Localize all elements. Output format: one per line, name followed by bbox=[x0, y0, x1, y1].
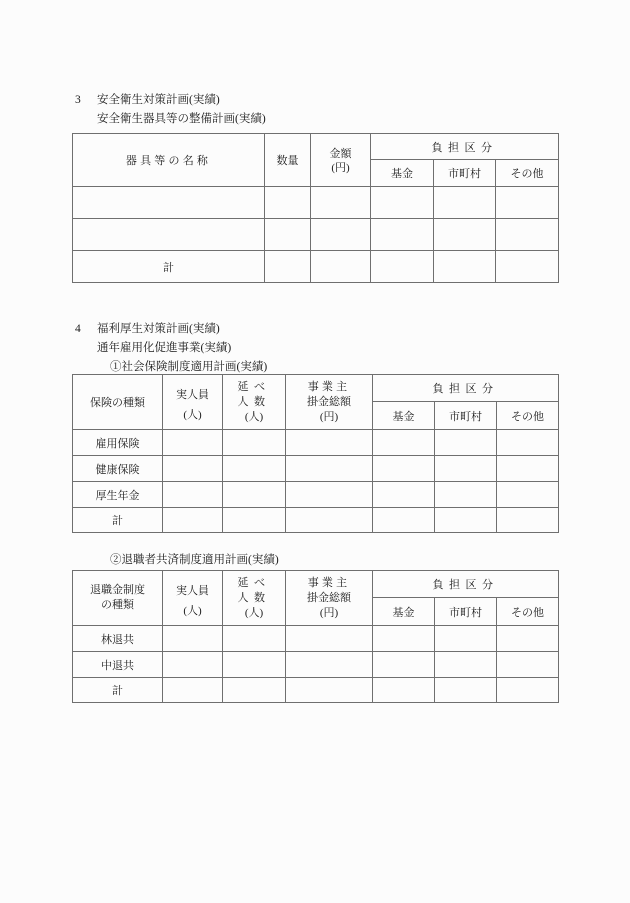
section-4-heading-block bbox=[0, 320, 630, 377]
header-quantity: 数量 bbox=[265, 134, 311, 187]
header-actual-persons-label: 実人員 bbox=[176, 584, 209, 597]
table-row bbox=[73, 626, 559, 652]
header-employer-line1: 事業主 bbox=[307, 380, 351, 393]
cell-total-persons[interactable] bbox=[223, 626, 286, 652]
cell-quantity[interactable] bbox=[265, 219, 311, 251]
cell-retirement-kind: 中退共 bbox=[73, 652, 163, 678]
cell-equipment-name[interactable] bbox=[73, 187, 265, 219]
section-4-subtitle: 通年雇用化促進事業(実績) bbox=[97, 342, 232, 354]
header-employer-line1: 事業主 bbox=[307, 576, 351, 589]
section-4-sub2-title-line bbox=[0, 551, 630, 570]
cell-insurance-kind: 雇用保険 bbox=[73, 430, 163, 456]
table-row bbox=[73, 482, 559, 508]
section-4-sub2-heading-block bbox=[0, 551, 630, 570]
cell-actual-persons[interactable] bbox=[163, 626, 223, 652]
cell-total-municipality[interactable] bbox=[435, 508, 497, 533]
header-total-persons-line1: 延べ bbox=[237, 576, 271, 589]
social-insurance-plan-table bbox=[72, 374, 559, 533]
cell-municipality[interactable] bbox=[434, 187, 496, 219]
cell-total-total-persons[interactable] bbox=[223, 508, 286, 533]
cell-actual-persons[interactable] bbox=[163, 456, 223, 482]
cell-fund[interactable] bbox=[373, 482, 435, 508]
cell-retirement-kind: 林退共 bbox=[73, 626, 163, 652]
header-employer-contribution bbox=[286, 571, 373, 626]
cell-actual-persons[interactable] bbox=[163, 430, 223, 456]
cell-other[interactable] bbox=[497, 652, 559, 678]
header-municipality: 市町村 bbox=[435, 402, 497, 430]
header-actual-persons bbox=[163, 375, 223, 430]
cell-total-actual-persons[interactable] bbox=[163, 678, 223, 703]
cell-total-label: 計 bbox=[73, 678, 163, 703]
table-header-row-primary bbox=[73, 375, 559, 402]
cell-amount[interactable] bbox=[311, 219, 371, 251]
cell-other[interactable] bbox=[496, 187, 559, 219]
section-3-title-line bbox=[0, 91, 630, 110]
cell-quantity[interactable] bbox=[265, 187, 311, 219]
header-actual-persons-label: 実人員 bbox=[176, 388, 209, 401]
cell-other[interactable] bbox=[496, 219, 559, 251]
cell-total-total-persons[interactable] bbox=[223, 678, 286, 703]
header-actual-persons bbox=[163, 571, 223, 626]
section-3-heading-block bbox=[0, 91, 630, 129]
table-row bbox=[73, 219, 559, 251]
cell-other[interactable] bbox=[497, 430, 559, 456]
header-total-persons bbox=[223, 571, 286, 626]
section-4-title-line bbox=[0, 320, 630, 339]
cell-total-label: 計 bbox=[73, 508, 163, 533]
table-total-row bbox=[73, 678, 559, 703]
table-total-row bbox=[73, 508, 559, 533]
cell-actual-persons[interactable] bbox=[163, 482, 223, 508]
header-total-persons-unit: (人) bbox=[244, 410, 264, 423]
cell-total-employer-contribution[interactable] bbox=[286, 508, 373, 533]
header-municipality: 市町村 bbox=[435, 598, 497, 626]
header-employer-unit: (円) bbox=[319, 606, 339, 619]
cell-amount[interactable] bbox=[311, 187, 371, 219]
cell-employer-contribution[interactable] bbox=[286, 626, 373, 652]
cell-total-other[interactable] bbox=[497, 508, 559, 533]
header-fund: 基金 bbox=[373, 598, 435, 626]
section-4-title: 福利厚生対策計画(実績) bbox=[97, 323, 220, 335]
header-amount bbox=[311, 134, 371, 187]
header-other: その他 bbox=[496, 160, 559, 187]
cell-total-persons[interactable] bbox=[223, 456, 286, 482]
cell-employer-contribution[interactable] bbox=[286, 652, 373, 678]
cell-municipality[interactable] bbox=[435, 430, 497, 456]
header-retirement-kind bbox=[73, 571, 163, 626]
header-employer-unit: (円) bbox=[319, 410, 339, 423]
header-other: その他 bbox=[497, 402, 559, 430]
table-total-row bbox=[73, 251, 559, 283]
cell-total-employer-contribution[interactable] bbox=[286, 678, 373, 703]
cell-employer-contribution[interactable] bbox=[286, 482, 373, 508]
header-burden-division: 負担区分 bbox=[373, 375, 559, 402]
cell-total-amount[interactable] bbox=[311, 251, 371, 283]
cell-municipality[interactable] bbox=[434, 219, 496, 251]
header-total-persons bbox=[223, 375, 286, 430]
header-insurance-kind: 保険の種類 bbox=[73, 375, 163, 430]
cell-total-persons[interactable] bbox=[223, 430, 286, 456]
header-other: その他 bbox=[497, 598, 559, 626]
header-retirement-kind-line2: の種類 bbox=[101, 599, 134, 611]
header-equipment-name: 器具等の名称 bbox=[73, 134, 265, 187]
cell-fund[interactable] bbox=[373, 430, 435, 456]
cell-fund[interactable] bbox=[371, 187, 434, 219]
cell-municipality[interactable] bbox=[435, 652, 497, 678]
header-actual-persons-unit: (人) bbox=[183, 408, 202, 421]
table-header-row-primary bbox=[73, 134, 559, 160]
section-3-number: 3 bbox=[75, 94, 81, 106]
header-burden-division: 負担区分 bbox=[373, 571, 559, 598]
header-total-persons-unit: (人) bbox=[244, 606, 264, 619]
cell-total-label: 計 bbox=[73, 251, 265, 283]
cell-total-other[interactable] bbox=[497, 678, 559, 703]
header-total-persons-line1: 延べ bbox=[237, 380, 271, 393]
table-row bbox=[73, 456, 559, 482]
cell-equipment-name[interactable] bbox=[73, 219, 265, 251]
cell-employer-contribution[interactable] bbox=[286, 430, 373, 456]
cell-total-persons[interactable] bbox=[223, 482, 286, 508]
cell-municipality[interactable] bbox=[435, 626, 497, 652]
cell-actual-persons[interactable] bbox=[163, 652, 223, 678]
header-amount-label: 金額 bbox=[329, 147, 352, 160]
cell-fund[interactable] bbox=[373, 456, 435, 482]
header-burden-division: 負担区分 bbox=[371, 134, 559, 160]
table-row bbox=[73, 430, 559, 456]
cell-insurance-kind: 健康保険 bbox=[73, 456, 163, 482]
cell-total-actual-persons[interactable] bbox=[163, 508, 223, 533]
section-3-subtitle: 安全衛生器具等の整備計画(実績) bbox=[97, 113, 266, 125]
cell-employer-contribution[interactable] bbox=[286, 456, 373, 482]
section-4-sub2-title: ②退職者共済制度適用計画(実績) bbox=[110, 554, 279, 566]
header-employer-line2: 掛金総額 bbox=[307, 395, 351, 408]
section-3-title: 安全衛生対策計画(実績) bbox=[97, 94, 220, 106]
section-4-subtitle-line bbox=[0, 339, 630, 358]
header-fund: 基金 bbox=[371, 160, 434, 187]
cell-municipality[interactable] bbox=[435, 482, 497, 508]
cell-total-municipality[interactable] bbox=[435, 678, 497, 703]
cell-total-persons[interactable] bbox=[223, 652, 286, 678]
cell-fund[interactable] bbox=[373, 652, 435, 678]
cell-fund[interactable] bbox=[371, 219, 434, 251]
cell-total-fund[interactable] bbox=[371, 251, 434, 283]
cell-other[interactable] bbox=[497, 626, 559, 652]
cell-municipality[interactable] bbox=[435, 456, 497, 482]
cell-total-fund[interactable] bbox=[373, 678, 435, 703]
cell-other[interactable] bbox=[497, 456, 559, 482]
header-retirement-kind-line1: 退職金制度 bbox=[90, 584, 145, 596]
header-employer-line2: 掛金総額 bbox=[307, 591, 351, 604]
section-4-number: 4 bbox=[75, 323, 81, 335]
header-total-persons-line2: 人数 bbox=[237, 395, 271, 408]
cell-total-fund[interactable] bbox=[373, 508, 435, 533]
equipment-plan-table bbox=[72, 133, 559, 283]
table-header-row-primary bbox=[73, 571, 559, 598]
cell-insurance-kind: 厚生年金 bbox=[73, 482, 163, 508]
header-fund: 基金 bbox=[373, 402, 435, 430]
cell-total-quantity[interactable] bbox=[265, 251, 311, 283]
cell-other[interactable] bbox=[497, 482, 559, 508]
table-row bbox=[73, 652, 559, 678]
section-4-sub1-title: ①社会保険制度適用計画(実績) bbox=[110, 361, 268, 373]
header-total-persons-line2: 人数 bbox=[237, 591, 271, 604]
header-actual-persons-unit: (人) bbox=[183, 604, 202, 617]
header-municipality: 市町村 bbox=[434, 160, 496, 187]
header-employer-contribution bbox=[286, 375, 373, 430]
retirement-mutual-aid-plan-table bbox=[72, 570, 559, 703]
cell-total-municipality[interactable] bbox=[434, 251, 496, 283]
section-3-subtitle-line bbox=[0, 110, 630, 129]
table-row bbox=[73, 187, 559, 219]
header-amount-unit: (円) bbox=[331, 161, 350, 174]
cell-total-other[interactable] bbox=[496, 251, 559, 283]
cell-fund[interactable] bbox=[373, 626, 435, 652]
